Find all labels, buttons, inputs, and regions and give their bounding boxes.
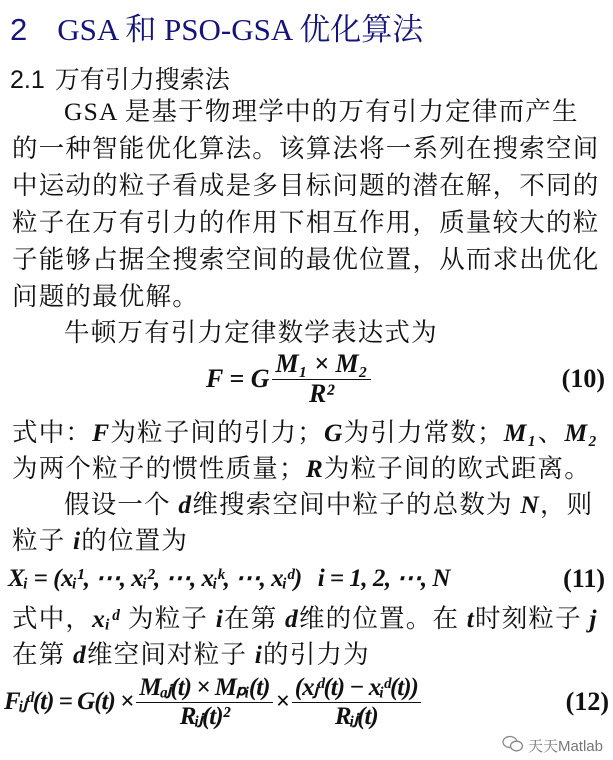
math-variable: M₂ <box>564 418 599 447</box>
text-line <box>64 97 579 127</box>
text-line <box>64 318 438 348</box>
equation-11-row <box>8 564 605 594</box>
math-variable: F <box>92 418 111 447</box>
eq11-lhs: Xᵢ = (xᵢ¹, ⋯, xᵢ², ⋯, xᵢᵏ, ⋯, xᵢᵈ) <box>8 565 302 593</box>
equation-10-row <box>8 350 605 408</box>
text-segment: 的一种智能优化算法。该算法将一系列在搜索空间 <box>12 134 600 163</box>
math-variable: xᵢᵈ <box>92 604 121 633</box>
equation-10 <box>206 350 374 408</box>
math-variable: G <box>323 418 344 447</box>
math-variable: d <box>285 604 299 633</box>
text-segment: 问题的最优解。 <box>12 282 199 311</box>
equation-10-label: (10) <box>561 364 605 394</box>
text-segment: 时刻粒子 <box>475 604 590 633</box>
wechat-icon <box>502 735 524 758</box>
math-variable: d <box>72 640 87 669</box>
equation-12 <box>4 674 424 730</box>
watermark <box>502 735 603 758</box>
text-segment: 在第 <box>12 640 73 669</box>
text-line <box>12 134 599 164</box>
math-variable: R <box>305 454 324 483</box>
section-title: GSA 和 PSO-GSA 优化算法 <box>57 12 424 47</box>
eq10-denominator: R² <box>308 378 335 408</box>
text-segment: 粒子 <box>12 526 73 555</box>
text-line <box>12 208 599 238</box>
text-segment: 粒子在万有引力的作用下相互作用，质量较大的粒 <box>12 208 600 237</box>
math-variable: i <box>254 640 264 669</box>
subsection-number: 2.1 <box>10 66 45 94</box>
subsection-heading <box>10 60 230 96</box>
math-variable: N <box>520 490 540 519</box>
text-segment: 的引力为 <box>263 640 370 669</box>
text-segment: 为引力常数； <box>343 418 504 447</box>
text-segment: 子能够占据全搜索空间的最优位置，从而求出优化 <box>12 245 600 274</box>
eq12-times: × <box>275 688 289 716</box>
eq10-lhs: F = G <box>206 363 270 393</box>
math-variable: d <box>178 490 193 519</box>
text-line <box>12 171 599 201</box>
text-segment: 维搜索空间中粒子的总数为 <box>192 490 521 519</box>
text-segment: 为粒子 <box>120 604 216 633</box>
text-segment: 为两个粒子的惯性质量； <box>12 454 306 483</box>
text-line <box>12 245 599 275</box>
equation-11 <box>8 565 450 593</box>
eq12-numerator-1: Mₐⱼ(t) × Mₚᵢ(t) <box>136 674 272 703</box>
text-line <box>64 490 593 520</box>
subsection-title: 万有引力搜索法 <box>54 66 230 94</box>
text-line <box>12 640 370 670</box>
eq10-fraction <box>272 350 370 408</box>
eq12-denominator-2: Rᵢⱼ(t) <box>334 702 378 730</box>
math-variable: i <box>72 526 82 555</box>
eq11-rhs: i = 1, 2, ⋯, N <box>317 565 450 593</box>
text-segment: 在第 <box>224 604 285 633</box>
eq12-fraction-2 <box>292 674 421 730</box>
eq10-numerator: M₁ × M₂ <box>272 350 370 380</box>
text-line <box>12 454 591 484</box>
eq12-numerator-2: (xⱼᵈ(t) − xᵢᵈ(t)) <box>292 674 421 703</box>
text-line <box>12 604 598 634</box>
math-variable: i <box>215 604 225 633</box>
text-segment: 为粒子间的引力； <box>110 418 324 447</box>
text-line <box>12 282 199 312</box>
section-number: 2 <box>10 12 28 47</box>
text-segment: 维空间对粒子 <box>86 640 255 669</box>
section-heading <box>10 4 423 49</box>
text-segment: 维的位置。在 <box>298 604 467 633</box>
math-variable: j <box>589 604 598 633</box>
text-segment: 中运动的粒子看成是多目标问题的潜在解，不同的 <box>12 171 600 200</box>
equation-11-label: (11) <box>563 564 605 593</box>
equation-12-row <box>4 674 609 730</box>
eq12-fraction-1 <box>136 674 272 730</box>
eq12-lhs: Fᵢⱼᵈ(t) = G(t) × <box>4 688 134 716</box>
text-segment: 牛顿万有引力定律数学表达式为 <box>64 318 438 347</box>
watermark-text: 天天Matlab <box>527 737 603 755</box>
text-segment: 式中： <box>12 418 93 447</box>
text-segment: 、 <box>537 418 565 447</box>
text-segment: 的位置为 <box>81 526 189 555</box>
equation-12-label: (12) <box>565 687 609 716</box>
math-variable: M₁ <box>503 418 538 447</box>
text-line <box>12 526 188 556</box>
math-variable: t <box>466 604 476 633</box>
text-segment: ，则 <box>539 490 594 519</box>
text-segment: 式中， <box>12 604 93 633</box>
text-segment: GSA 是基于物理学中的万有引力定律而产生 <box>64 97 579 126</box>
text-segment: 为粒子间的欧式距离。 <box>323 454 591 483</box>
text-segment: 假设一个 <box>64 490 179 519</box>
eq12-denominator-1: Rᵢⱼ(t)² <box>179 702 230 730</box>
text-line <box>12 418 598 448</box>
